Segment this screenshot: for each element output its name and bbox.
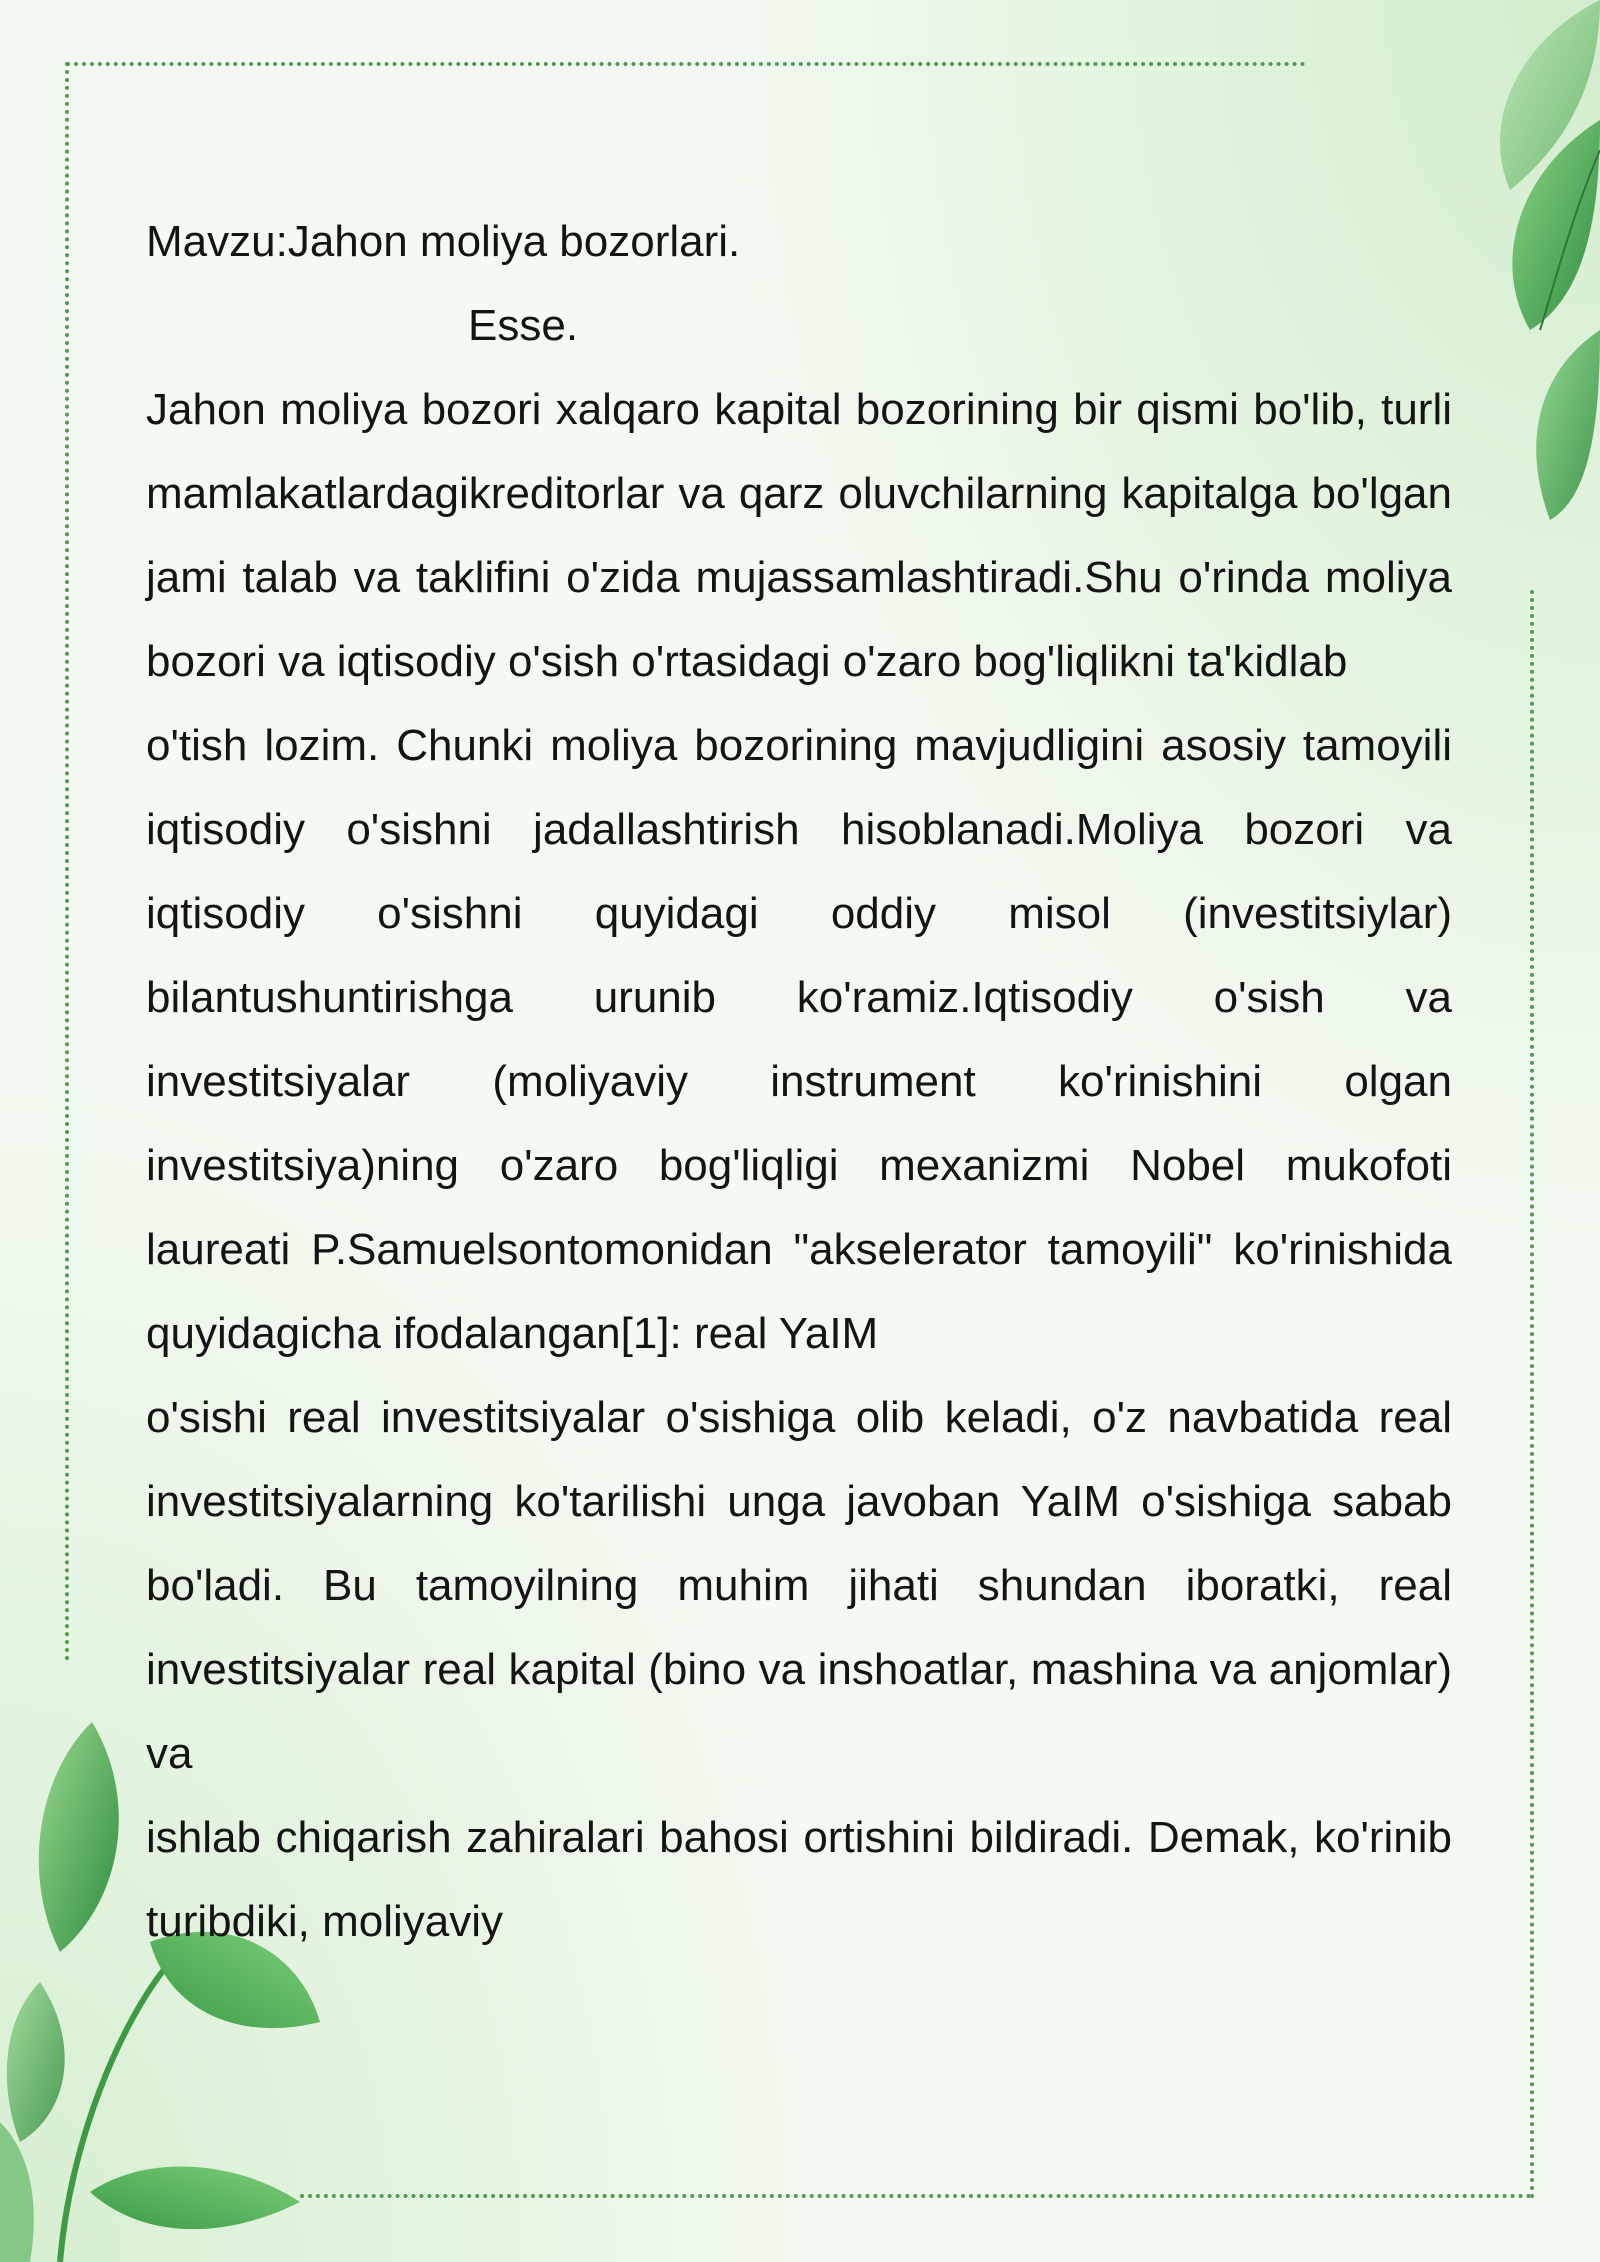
document-title: Mavzu:Jahon moliya bozorlari. <box>146 217 741 266</box>
paragraph-3: o'sishi real investitsiyalar o'sishiga olib keladi, o'z navbatida real investitsiyalarning ko'tarilishi unga javoban YaIM o'sishiga sabab bo'ladi. Bu tamoyilning muhim jihati shundan iboratki, real investitsiyalar real kapital (bino va inshoatlar, mashina va anjomlar) va <box>146 1393 1452 1778</box>
paragraph-1: Jahon moliya bozori xalqaro kapital bozorining bir qismi bo'lib, turli mamlakatlardagikreditorlar va qarz oluvchilarning kapitalga bo'lgan jami talab va taklifini o'zida mujassamlashtiradi.Shu o'rinda moliya bozori va iqtisodiy o'sish o'rtasidagi o'zaro bog'liqlikni ta'kidlab <box>146 385 1452 686</box>
frame-right-border <box>1530 590 1534 2200</box>
document-subtitle: Esse. <box>468 301 579 350</box>
frame-left-border <box>65 62 69 1662</box>
paragraph-2: o'tish lozim. Chunki moliya bozorining mavjudligini asosiy tamoyili iqtisodiy o'sishni jadallashtirish hisoblanadi.Moliya bozori va iqtisodiy o'sishni quyidagi oddiy misol (investitsiylar) bilantushuntirishga urunib ko'ramiz.Iqtisodiy o'sish va investitsiyalar (moliyaviy instrument ko'rinishini olgan investitsiya)ning o'zaro bog'liqligi mexanizmi Nobel mukofoti laureati P.Samuelsontomonidan "akselerator tamoyili" ko'rinishida quyidagicha ifodalangan[1]: real YaIM <box>146 721 1452 1358</box>
frame-top-border <box>66 62 1306 66</box>
essay-content <box>146 200 1452 1964</box>
paragraph-4: ishlab chiqarish zahiralari bahosi ortishini bildiradi. Demak, ko'rinib turibdiki, moliyaviy <box>146 1813 1452 1946</box>
frame-bottom-border <box>300 2194 1532 2198</box>
